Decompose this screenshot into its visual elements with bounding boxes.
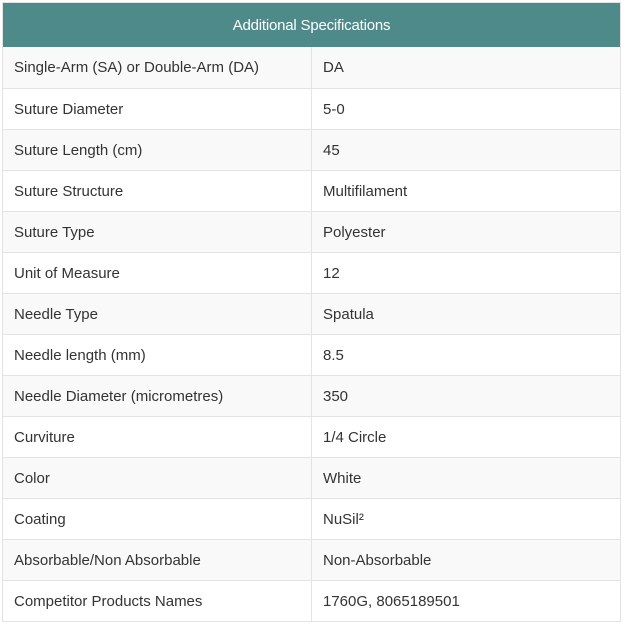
spec-label: Suture Length (cm) <box>3 130 312 170</box>
spec-label: Coating <box>3 499 312 539</box>
spec-label: Competitor Products Names <box>3 581 312 621</box>
additional-specifications-table <box>2 2 621 622</box>
spec-rows <box>3 47 620 621</box>
spec-label: Suture Type <box>3 212 312 252</box>
spec-value: 350 <box>323 387 349 405</box>
table-row <box>3 88 620 129</box>
spec-value: Multifilament <box>323 182 408 200</box>
spec-label: Unit of Measure <box>3 253 312 293</box>
table-row <box>3 375 620 416</box>
table-row <box>3 170 620 211</box>
table-row <box>3 47 620 88</box>
spec-value: White <box>323 469 362 487</box>
spec-label: Suture Structure <box>3 171 312 211</box>
spec-value: 5-0 <box>323 100 345 118</box>
spec-label: Suture Diameter <box>3 89 312 129</box>
spec-label: Needle length (mm) <box>3 335 312 375</box>
table-row <box>3 211 620 252</box>
table-title: Additional Specifications <box>3 3 620 47</box>
table-row <box>3 539 620 580</box>
spec-label: Single-Arm (SA) or Double-Arm (DA) <box>3 47 312 88</box>
spec-value: Polyester <box>323 223 386 241</box>
spec-value: Non-Absorbable <box>323 551 432 569</box>
table-row <box>3 457 620 498</box>
spec-label: Needle Diameter (micrometres) <box>3 376 312 416</box>
spec-label: Needle Type <box>3 294 312 334</box>
table-row <box>3 416 620 457</box>
table-row <box>3 129 620 170</box>
spec-label: Curviture <box>3 417 312 457</box>
spec-value: 1760G, 8065189501 <box>323 592 460 610</box>
spec-value: 12 <box>323 264 340 282</box>
table-row <box>3 580 620 621</box>
spec-value: 45 <box>323 141 340 159</box>
spec-value: NuSil² <box>323 510 364 528</box>
table-row <box>3 334 620 375</box>
spec-label: Absorbable/Non Absorbable <box>3 540 312 580</box>
table-row <box>3 498 620 539</box>
spec-value: Spatula <box>323 305 374 323</box>
table-row <box>3 252 620 293</box>
table-row <box>3 293 620 334</box>
spec-label: Color <box>3 458 312 498</box>
spec-value: DA <box>323 59 344 76</box>
spec-value: 1/4 Circle <box>323 428 387 446</box>
spec-value: 8.5 <box>323 346 344 364</box>
